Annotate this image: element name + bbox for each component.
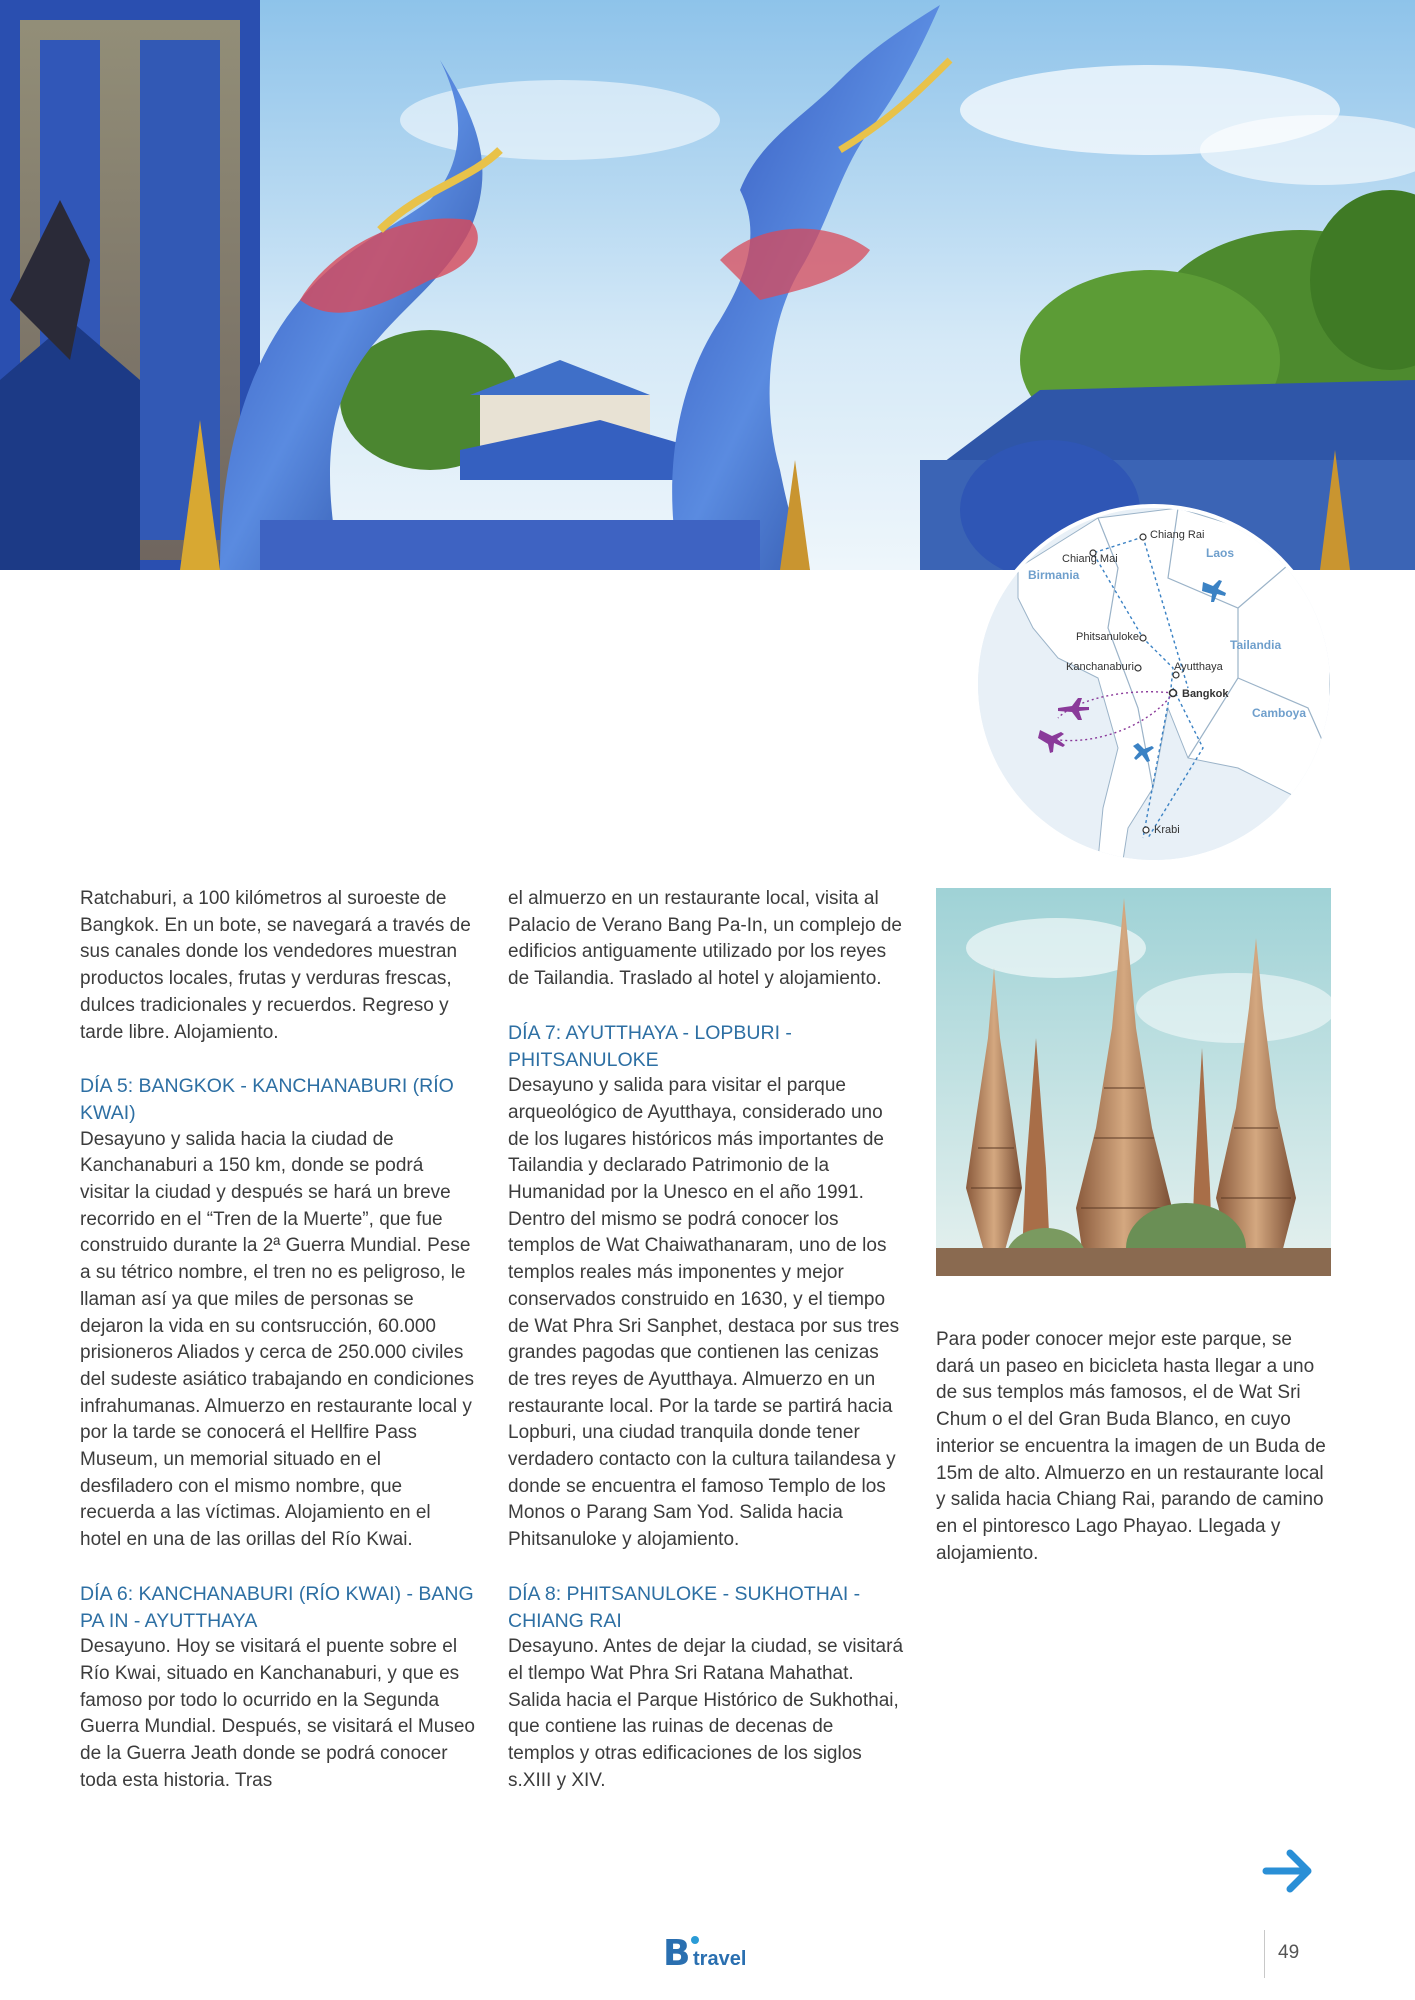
text-column-1 xyxy=(80,886,475,1795)
logo-dot xyxy=(691,1936,699,1944)
paragraph: Para poder conocer mejor este parque, se dará un paseo en bicicleta hasta llegar a uno de sus templos más famosos, el de Wat Sri Chum o el del Gran Buda Blanco, en cuyo interior se encuentra la imagen de un Buda de 15m de alto. Almuerzo en un restaurante local y salida hacia Chiang Rai, parando de camino en el pintoresco Lago Phayao. Llegada y alojamiento. xyxy=(936,1329,1326,1564)
text-column-3 xyxy=(936,1327,1331,1567)
map-country-camboya: Camboya xyxy=(1252,706,1307,720)
page-number: 49 xyxy=(1278,1942,1300,1963)
text-column-2 xyxy=(508,886,903,1795)
map-country-tailandia: Tailandia xyxy=(1230,638,1282,652)
paragraph: Desayuno. Hoy se visitará el puente sobre el Río Kwai, situado en Kanchanaburi, y que es famoso por todo lo ocurrido en la Segunda Guerra Mundial. Después, se visitará el Museo de la Guerra Jeath donde se podrá conocer toda esta historia. Tras xyxy=(80,1636,475,1791)
page-number-divider xyxy=(1264,1930,1265,1978)
map-city-kanchanaburi: Kanchanaburi xyxy=(1066,661,1134,673)
hero-photo xyxy=(0,0,1415,570)
day-heading: DÍA 7: AYUTTHAYA - LOPBURI - PHITSANULOKE xyxy=(508,1021,792,1071)
btravel-logo xyxy=(663,1934,753,1974)
map-city-phitsanuloke: Phitsanuloke xyxy=(1076,631,1139,643)
map-city-krabi: Krabi xyxy=(1154,824,1180,836)
next-page-button[interactable] xyxy=(1262,1845,1314,1897)
map-country-birmania: Birmania xyxy=(1028,568,1080,582)
day-heading: DÍA 8: PHITSANULOKE - SUKHOTHAI - CHIANG RAI xyxy=(508,1582,861,1632)
arrow-right-icon xyxy=(1262,1845,1314,1897)
logo-text: travel xyxy=(693,1948,747,1970)
paragraph: Ratchaburi, a 100 kilómetros al suroeste de Bangkok. En un bote, se navegará a través de sus canales donde los vendedores muestran productos locales, frutas y verduras frescas, dulces tradicionales y recuerdos. Regreso y tarde libre. Alojamiento. xyxy=(80,888,471,1043)
map-city-bangkok: Bangkok xyxy=(1182,688,1229,700)
temple-photo xyxy=(936,888,1331,1276)
pagodas-illustration xyxy=(936,888,1331,1276)
route-map xyxy=(978,508,1330,860)
day-heading: DÍA 5: BANGKOK - KANCHANABURI (RÍO KWAI) xyxy=(80,1075,454,1124)
paragraph: el almuerzo en un restaurante local, visita al Palacio de Verano Bang Pa-In, un complejo de edificios antiguamente utilizado por los reyes de Tailandia. Traslado al hotel y alojamiento. xyxy=(508,888,902,990)
map-city-chiang-rai: Chiang Rai xyxy=(1150,529,1205,541)
paragraph: Desayuno. Antes de dejar la ciudad, se visitará el tlempo Wat Phra Sri Ratana Mahathat. Salida hacia el Parque Histórico de Sukhothai, que contiene las ruinas de decenas de templos y otras edificaciones de los siglos s.XIII y XIV. xyxy=(508,1636,904,1791)
map-city-chiang-mai: Chiang Mai xyxy=(1062,553,1118,565)
paragraph: Desayuno y salida para visitar el parque arqueológico de Ayutthaya, considerado uno de los lugares históricos más importantes de Tailandia y declarado Patrimonio de la Humanidad por la Unesco en el año 1991. Dentro del mismo se podrá conocer los templos de Wat Chaiwathanaram, uno de los templos reales más imponentes y mejor conservados construido en 1630, y el tiempo de Wat Phra Sri Sanphet, destaca por sus tres grandes pagodas que contienen las cenizas de tres reyes de Ayutthaya. Almuerzo en un restaurante local. Por la tarde se partirá hacia Lopburi, una ciudad tranquila donde tener verdadero contacto con la cultura tailandesa y donde se encuentra el famoso Templo de los Monos o Parang Sam Yod. Salida hacia Phitsanuloke y alojamiento. xyxy=(508,1075,900,1551)
map-illustration xyxy=(978,508,1330,860)
temple-naga-illustration xyxy=(0,0,1415,570)
paragraph: Desayuno y salida hacia la ciudad de Kanchanaburi a 150 km, donde se podrá visitar la ciudad y después se hará un breve recorrido en el “Tren de la Muerte”, que fue construido durante la 2ª Guerra Mundial. Pese a su tétrico nombre, el tren no es peligroso, le llaman así ya que miles de personas se dejaron la vida en su contsrucción, 60.000 prisioneros Aliados y cerca de 250.000 civiles del sudeste asiático trabajando en condiciones infrahumanas. Almuerzo en restaurante local y por la tarde se conocerá el Hellfire Pass Museum, un memorial situado en el desfiladero con el mismo nombre, que recuerda a las víctimas. Alojamiento en el hotel en una de las orillas del Río Kwai. xyxy=(80,1128,474,1551)
map-country-laos: Laos xyxy=(1206,546,1235,560)
map-city-ayutthaya: Ayutthaya xyxy=(1174,661,1223,673)
logo-letter: B xyxy=(663,1933,691,1974)
day-heading: DÍA 6: KANCHANABURI (RÍO KWAI) - BANG PA IN - AYUTTHAYA xyxy=(80,1582,474,1632)
